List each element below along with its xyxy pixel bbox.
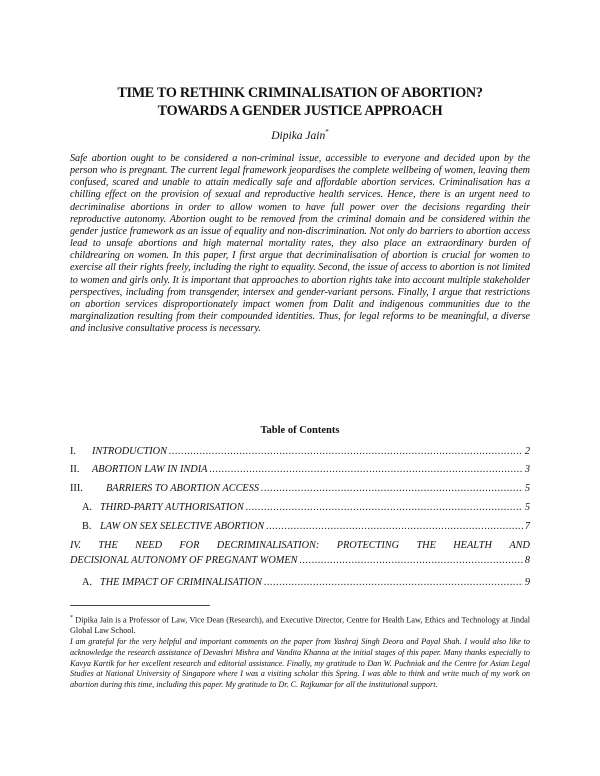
toc-leader-dots — [261, 483, 523, 494]
toc-entry-page: 2 — [524, 446, 530, 457]
toc-word: NEED — [135, 540, 163, 551]
toc-entry-title-line-1 — [70, 538, 530, 553]
footnote-marker: * — [70, 615, 73, 621]
paper-title — [70, 84, 530, 120]
toc-entry-page: 7 — [524, 521, 530, 532]
toc-entry-page: 8 — [524, 555, 530, 566]
toc-entry-number: A. — [82, 502, 93, 513]
toc-entry-page: 3 — [524, 464, 530, 475]
toc-entry-title-line-2 — [70, 553, 530, 568]
toc-word: THE — [416, 540, 436, 551]
footnote — [70, 613, 530, 691]
toc-entry-third-party[interactable] — [82, 502, 530, 515]
toc-word: FOR — [179, 540, 200, 551]
toc-entry-barriers[interactable] — [70, 483, 530, 496]
toc-entry-introduction[interactable] — [70, 446, 530, 459]
toc-word: HEALTH — [453, 540, 492, 551]
toc-word: THE — [98, 540, 118, 551]
toc-entry-number: I. — [70, 446, 77, 457]
toc-leader-dots — [300, 553, 523, 568]
toc-leader-dots — [264, 577, 523, 588]
toc-entry-sex-selective[interactable] — [82, 521, 530, 534]
toc-entry-number: II. — [70, 464, 80, 475]
toc-entry-title: THE IMPACT OF CRIMINALISATION — [100, 577, 262, 588]
toc-entry-title: THIRD-PARTY AUTHORISATION — [100, 502, 244, 513]
author-footnote-marker[interactable]: * — [325, 128, 329, 136]
toc-entry-number: B. — [82, 521, 92, 532]
footnote-divider — [70, 605, 210, 606]
toc-leader-dots — [209, 464, 522, 475]
author-line — [70, 128, 530, 142]
toc-entry-title: LAW ON SEX SELECTIVE ABORTION — [100, 521, 265, 532]
footnote-acknowledgements: I am grateful for the very helpful and important comments on the paper from Yashraj Singh Deora and Payal Shah. I would also like to acknowledge the research assistance of Devashri Mishra and Vandita Khanna at the initial stages of this paper. Many thanks especially to Kavya Kartik for her excellent research and editorial assistance. Finally, my gratitude to Dan W. Puchniak and the Centre for Asian Legal Studies at National University of Singapore where I was a visiting scholar this Spring. I was able to think and write much of my work on abortion during this time, including this paper. My gratitude to Dr. C. Rajkumar for all the institutional support. — [70, 637, 530, 689]
toc-leader-dots — [169, 446, 523, 457]
toc-word: AND — [509, 540, 530, 551]
toc-word: PROTECTING — [336, 540, 400, 551]
toc-heading: Table of Contents — [260, 425, 340, 436]
toc-entry-number: A. — [82, 577, 93, 588]
toc-entry-title: BARRIERS TO ABORTION ACCESS — [106, 483, 260, 494]
toc-leader-dots — [266, 521, 523, 532]
toc-entry-decriminalisation[interactable] — [70, 538, 530, 568]
author-name: Dipika Jain — [271, 129, 326, 142]
toc-entry-title: INTRODUCTION — [92, 446, 167, 457]
toc-entry-page: 9 — [524, 577, 530, 588]
toc-entry-impact[interactable] — [82, 577, 530, 590]
footnote-author-bio: Dipika Jain is a Professor of Law, Vice Dean (Research), and Executive Director, Centre for Health Law, Ethics and Technology at Jindal Global Law School. — [70, 615, 530, 636]
toc-entry-title: DECISIONAL AUTONOMY OF PREGNANT WOMEN — [70, 555, 298, 566]
toc-leader-dots — [246, 502, 523, 513]
title-line-2: TOWARDS A GENDER JUSTICE APPROACH — [157, 103, 443, 119]
toc-entry-page: 5 — [524, 502, 530, 513]
toc-word: DECRIMINALISATION: — [216, 540, 320, 551]
title-line-1: TIME TO RETHINK CRIMINALISATION OF ABORTION? — [117, 85, 483, 101]
toc-entry-page: 5 — [524, 483, 530, 494]
toc-entry-title: ABORTION LAW IN INDIA — [92, 464, 208, 475]
toc-entry-abortion-law[interactable] — [70, 464, 530, 477]
toc-entry-number: IV. — [70, 540, 81, 551]
abstract: Safe abortion ought to be considered a non-criminal issue, accessible to everyone and decided upon by the person who is pregnant. The current legal framework jeopardises the complete wellbeing of women, leaving them confused, scared and unable to attain medically safe and affordable abortion services. Criminalisation has a chilling effect on the provision of sexual and reproductive health services. Hence, there is an urgent need to decriminalise abortions in order to allow women to have full power over the decisions regarding their reproductive autonomy. Abortion ought to be removed from the criminal domain and be considered within the gender justice framework as an issue of equality and non-discrimination. Not only do barriers to abortion access lead to unsafe abortions and high maternal mortality rates, they also place an extraordinary burden of childrearing on women. In this paper, I first argue that decriminalisation of abortion is crucial for women to exercise all their rights freely, including the right to equality. Second, the issue of access to abortion is not limited to women and girls only. It is important that approaches to abortion rights take into account multiple stakeholder perspectives, including from transgender, intersex and gender-variant persons. Finally, I argue that restrictions on abortion services disproportionately impact women from Dalit and indigenous communities due to the marginalization resulting from their compounded identities. Thus, for legal reforms to be meaningful, a diverse and inclusive consultative process is necessary. — [70, 153, 530, 335]
toc-entry-number: III. — [70, 483, 83, 494]
